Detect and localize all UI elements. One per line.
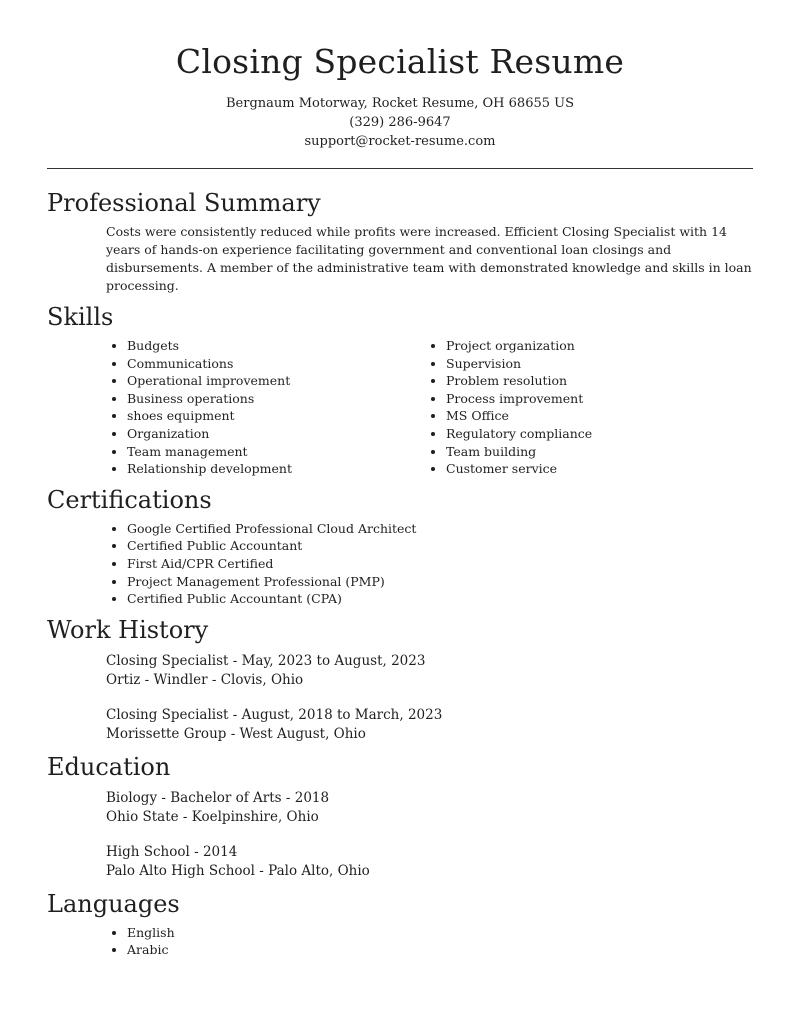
skill-item: • Team management: [127, 443, 425, 461]
skills-grid: [47, 333, 753, 478]
skill-item: • Regulatory compliance: [446, 425, 744, 443]
skill-item: • Problem resolution: [446, 372, 744, 390]
certification-item: • Certified Public Accountant (CPA): [127, 590, 753, 608]
skill-item: • MS Office: [446, 407, 744, 425]
certification-item: • Project Management Professional (PMP): [127, 573, 753, 591]
work-history-section: [47, 614, 753, 745]
skills-column-left: [106, 333, 425, 478]
education-entry: [106, 789, 753, 828]
skills-section: [47, 301, 753, 478]
skill-item: • Project organization: [446, 337, 744, 355]
work-entry-employer: Morissette Group - West August, Ohio: [106, 726, 366, 743]
skill-item: • Communications: [127, 355, 425, 373]
skill-item: • Process improvement: [446, 390, 744, 408]
education-entry: [106, 843, 753, 882]
work-entry: [106, 706, 753, 745]
certification-item: • Google Certified Professional Cloud Architect: [127, 520, 753, 538]
contact-info: [47, 94, 753, 151]
language-item: • English: [127, 924, 753, 942]
resume-header: [47, 0, 753, 151]
skills-column-right: [425, 333, 744, 478]
languages-section: [47, 888, 753, 959]
skill-item: • shoes equipment: [127, 407, 425, 425]
education-section: [47, 751, 753, 882]
skill-item: • Budgets: [127, 337, 425, 355]
skill-item: • Organization: [127, 425, 425, 443]
skill-item: • Business operations: [127, 390, 425, 408]
contact-phone: (329) 286-9647: [349, 115, 451, 130]
work-entry-title: Closing Specialist - May, 2023 to August, 2023: [106, 652, 426, 669]
contact-address: Bergnaum Motorway, Rocket Resume, OH 68655 US: [225, 96, 574, 111]
skill-item: • Supervision: [446, 355, 744, 373]
languages-heading: Languages: [47, 889, 180, 918]
resume-title: Closing Specialist Resume: [175, 42, 625, 81]
education-entry-school: Ohio State - Koelpinshire, Ohio: [106, 809, 319, 826]
skill-item: • Relationship development: [127, 460, 425, 478]
language-item: • Arabic: [127, 941, 753, 959]
work-history-heading: Work History: [47, 615, 209, 644]
skill-item: • Team building: [446, 443, 744, 461]
summary-section: [47, 187, 753, 295]
work-entry-title: Closing Specialist - August, 2018 to March, 2023: [106, 706, 443, 723]
work-entry-employer: Ortiz - Windler - Clovis, Ohio: [106, 672, 304, 689]
education-entry-degree: Biology - Bachelor of Arts - 2018: [106, 789, 330, 806]
education-heading: Education: [47, 752, 171, 781]
summary-heading: Professional Summary: [47, 189, 321, 217]
skill-item: • Operational improvement: [127, 372, 425, 390]
resume-page: [47, 0, 753, 1035]
skill-item: • Customer service: [446, 460, 744, 478]
certifications-section: [47, 484, 753, 608]
education-entry-degree: High School - 2014: [106, 843, 238, 860]
skills-heading: Skills: [47, 303, 114, 331]
certifications-heading: Certifications: [47, 485, 212, 514]
education-entry-school: Palo Alto High School - Palo Alto, Ohio: [106, 863, 370, 880]
certification-item: • First Aid/CPR Certified: [127, 555, 753, 573]
work-entry: [106, 652, 753, 691]
contact-email: support@rocket-resume.com: [304, 134, 496, 149]
header-divider: [47, 168, 753, 169]
summary-text: Costs were consistently reduced while profits were increased. Efficient Closing Specialist with 14 years of hands-on experience facilitating government and conventional loan closings and disbursements. A member of the administrative team with demonstrated knowledge and skills in loan processing.: [106, 224, 752, 293]
certification-item: • Certified Public Accountant: [127, 537, 753, 555]
